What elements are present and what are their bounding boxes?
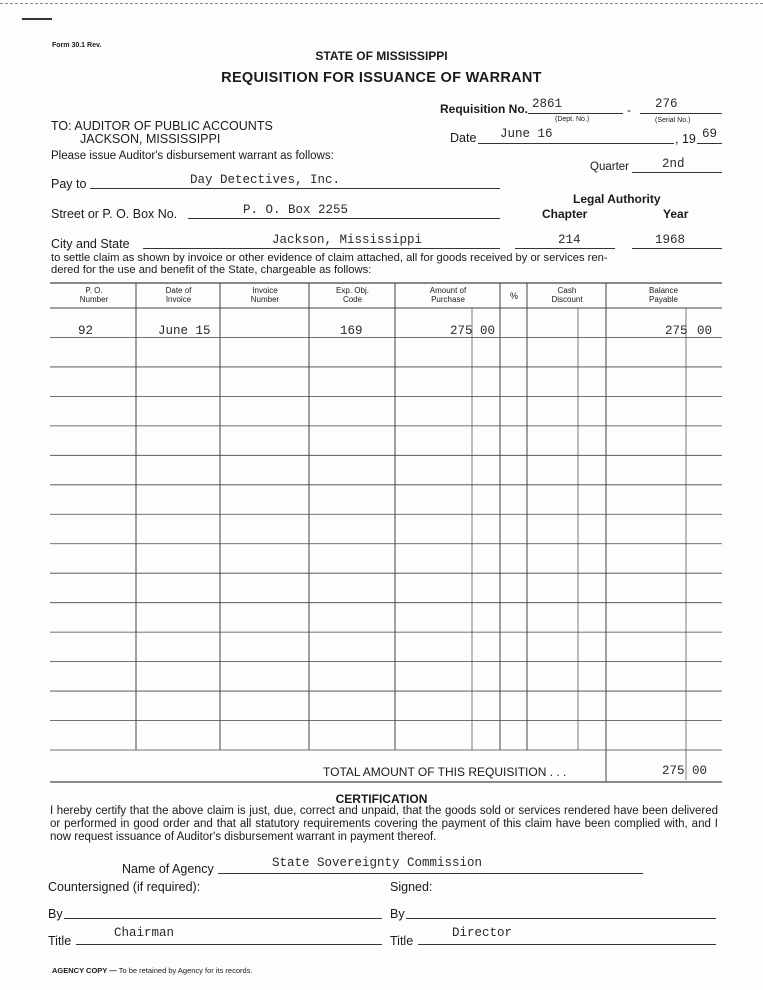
row-exp: 169 (340, 324, 363, 338)
header-balance (607, 286, 720, 304)
street-value: P. O. Box 2255 (243, 203, 349, 217)
dept-caption: (Dept. No.) (555, 116, 590, 123)
city-label: City and State (51, 237, 130, 251)
city-value: Jackson, Mississippi (272, 233, 423, 247)
row-amount-cents: 00 (480, 324, 496, 338)
certification-heading: CERTIFICATION (335, 792, 428, 806)
title-line-left (76, 944, 382, 945)
row-po: 92 (78, 324, 94, 338)
by-label-left: By (48, 907, 63, 921)
signed-label: Signed: (390, 880, 433, 894)
settle-text-1: to settle claim as shown by invoice or other evidence of claim attached, all for goods received by or services ren- (51, 252, 608, 264)
header-date (137, 286, 220, 304)
pay-to-value: Day Detectives, Inc. (190, 173, 341, 187)
title-label-right: Title (390, 934, 414, 948)
agency-value: State Sovereignty Commission (272, 856, 483, 870)
by-label-right: By (390, 907, 405, 921)
header-balance-line2: Payable (649, 295, 678, 304)
header-po-line2: Number (79, 295, 109, 304)
title-right-value: Director (452, 926, 513, 940)
state-heading: STATE OF MISSISSIPPI (315, 49, 448, 63)
row-balance-cents: 00 (697, 324, 713, 338)
date-label: Date (450, 131, 477, 145)
please-issue-text: Please issue Auditor's disbursement warrant as follows: (51, 150, 334, 162)
date-value: June 16 (500, 127, 553, 141)
to-line-1: TO: AUDITOR OF PUBLIC ACCOUNTS (51, 119, 273, 133)
header-exp-line2: Code (342, 295, 363, 304)
header-date-line2: Invoice (165, 295, 192, 304)
countersigned-label: Countersigned (if required): (48, 880, 201, 894)
header-amount-line1: Amount of (429, 286, 467, 295)
settle-text-2: dered for the use and benefit of the State, chargeable as follows: (51, 264, 372, 276)
chapter-label: Chapter (542, 207, 588, 221)
row-amount-dollars: 275 (450, 324, 473, 338)
quarter-label: Quarter (590, 161, 629, 173)
legal-year-value: 1968 (655, 233, 686, 247)
by-line-left (64, 918, 382, 919)
header-po (52, 286, 136, 304)
form-title: REQUISITION FOR ISSUANCE OF WARRANT (221, 70, 542, 86)
requisition-label: Requisition No. (440, 102, 528, 116)
quarter-value: 2nd (662, 157, 685, 171)
footer-bold: AGENCY COPY — (52, 966, 117, 975)
by-line-right (406, 918, 716, 919)
certification-text: I hereby certify that the above claim is just, due, correct and unpaid, that the goods sold or services rendered have been delivered or performed in good order and that all statutory requirements covering the payment of this claim have been complied with, and I now request issuance of Auditor's disbursement warrant in payment thereof. (50, 805, 718, 843)
form-number: Form 30.1 Rev. (52, 42, 102, 49)
title-line-right (418, 944, 716, 945)
footer-note (52, 966, 253, 975)
year-prefix: , 19 (675, 132, 696, 146)
serial-number: 276 (655, 97, 678, 111)
chapter-value: 214 (558, 233, 581, 247)
requisition-dash: - (627, 103, 631, 117)
header-cash-line1: Cash (557, 286, 577, 295)
date-year: 69 (702, 127, 718, 141)
row-balance-dollars: 275 (665, 324, 688, 338)
to-line-2: JACKSON, MISSISSIPPI (80, 132, 221, 146)
header-invoice-line2: Number (250, 295, 280, 304)
legal-authority-label: Legal Authority (573, 192, 661, 206)
header-exp-line1: Exp. Obj. (336, 286, 369, 295)
header-exp (310, 286, 395, 304)
row-date: June 15 (158, 324, 211, 338)
legal-year-label: Year (663, 207, 689, 221)
pay-to-label: Pay to (51, 177, 87, 191)
header-balance-line1: Balance (649, 286, 678, 295)
title-label-left: Title (48, 934, 72, 948)
agency-line (218, 873, 643, 874)
agency-label: Name of Agency (122, 862, 214, 876)
header-amount (396, 286, 500, 304)
total-dollars: 275 (662, 764, 685, 778)
header-date-line1: Date of (165, 286, 192, 295)
dept-number: 2861 (532, 97, 563, 111)
header-cash-line2: Discount (551, 295, 583, 304)
title-left-value: Chairman (114, 926, 175, 940)
header-po-line1: P. O. (85, 286, 103, 295)
header-amount-line2: Purchase (431, 295, 465, 304)
header-pct: % (509, 291, 518, 301)
street-label: Street or P. O. Box No. (51, 207, 178, 221)
header-cash (528, 286, 606, 304)
total-cents: 00 (692, 764, 708, 778)
footer-text: To be retained by Agency for its records. (118, 966, 253, 975)
header-invoice-line1: Invoice (252, 286, 278, 295)
header-invoice (221, 286, 309, 304)
total-label: TOTAL AMOUNT OF THIS REQUISITION . . . (323, 765, 567, 779)
serial-caption: (Serial No.) (655, 117, 691, 124)
